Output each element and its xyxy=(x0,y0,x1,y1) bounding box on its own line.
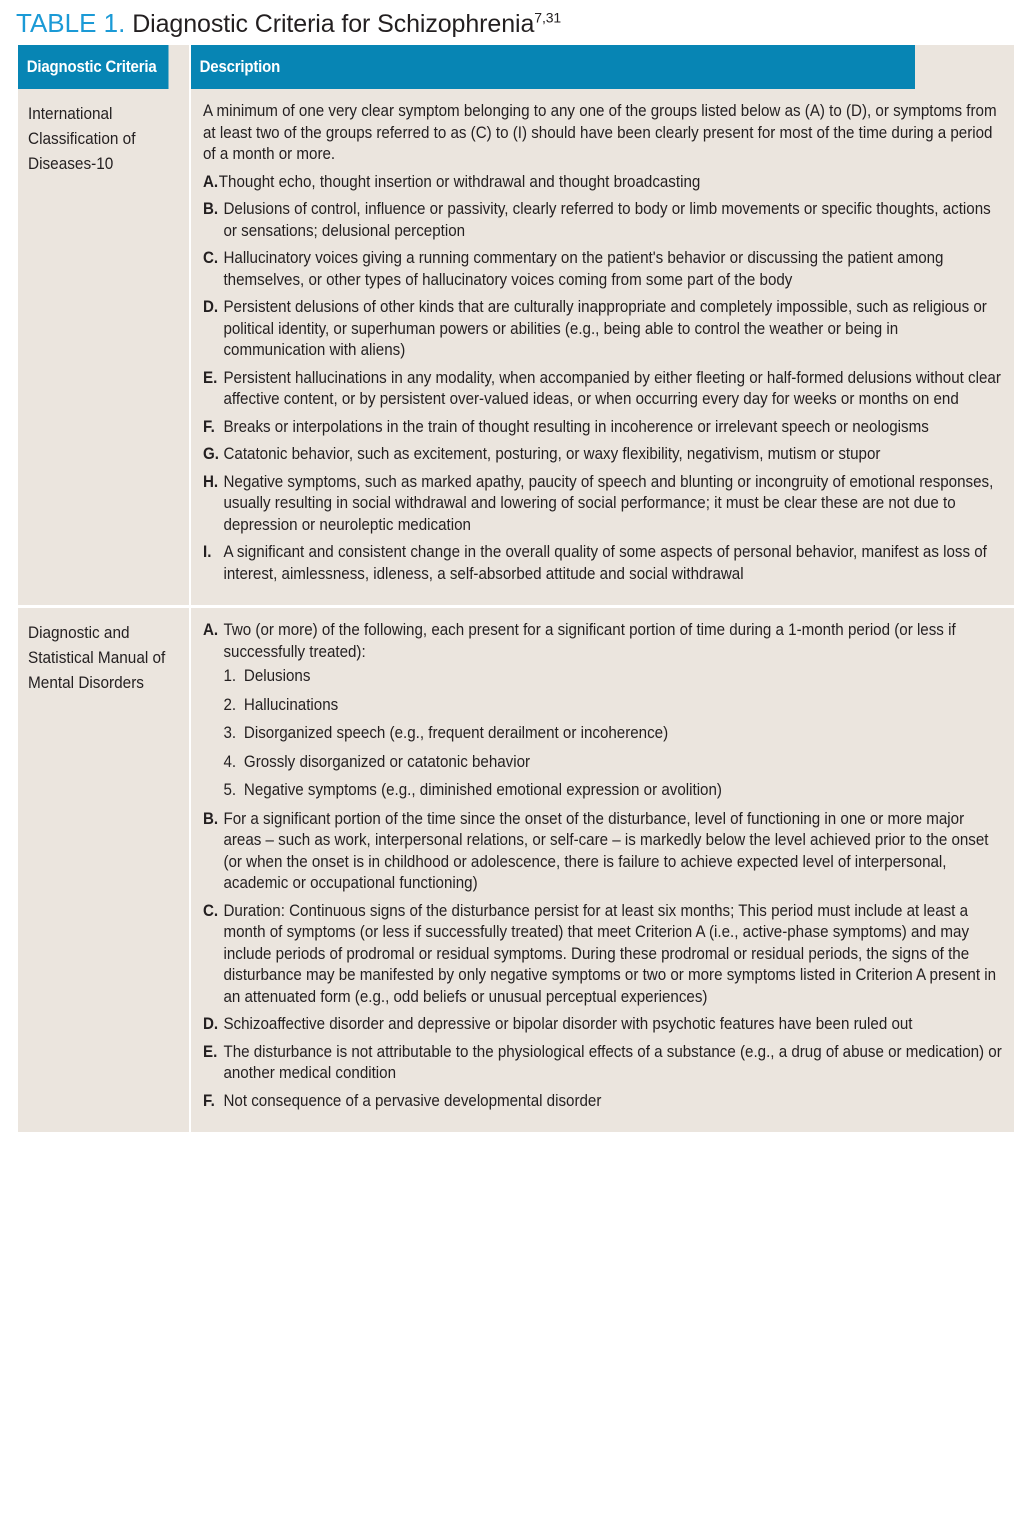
criteria-sub-item-marker: 4. xyxy=(223,752,237,771)
criteria-list-item xyxy=(203,620,1004,802)
table-body xyxy=(18,89,1014,1132)
criteria-item-list xyxy=(203,172,1004,586)
criteria-item-text: A significant and consistent change in the overall quality of some aspects of personal behavior, manifest as loss of interest, aimlessness, idleness, a self-absorbed attitude and social withdrawal xyxy=(223,543,987,583)
criteria-sub-list-item xyxy=(223,752,1003,774)
criteria-sub-item-text: Hallucinations xyxy=(243,695,339,714)
criteria-item-marker: G. xyxy=(203,445,219,463)
criteria-list-item xyxy=(203,297,1004,362)
criteria-item-marker: F. xyxy=(203,417,215,436)
criteria-item-text: Breaks or interpolations in the train of thought resulting in incoherence or irrelevant speech or neologisms xyxy=(223,417,929,436)
description-content xyxy=(203,101,1004,585)
criteria-list-item xyxy=(203,417,1004,439)
criteria-item-text: Not consequence of a pervasive developmental disorder xyxy=(223,1091,602,1110)
criteria-list-item xyxy=(203,1091,1004,1113)
table-row xyxy=(18,89,1014,607)
criteria-item-text: Two (or more) of the following, each present for a significant portion of time during a 1-month period (or less if successfully treated): xyxy=(223,621,956,661)
criteria-list-item xyxy=(203,1042,1004,1085)
title-superscript-references: 7,31 xyxy=(534,9,562,26)
criteria-sub-list-item xyxy=(223,695,1003,717)
criteria-sub-list-item xyxy=(223,723,1003,745)
criteria-item-marker: C. xyxy=(203,249,219,267)
criteria-item-text: For a significant portion of the time since the onset of the disturbance, level of functioning in one or more major areas – such as work, interpersonal relations, or self-care – is markedly below the level achieved prior to the onset (or when the onset is in childhood or adolescence, there is failure to achieve expected level of interpersonal, academic or occupational functioning) xyxy=(223,809,989,892)
criteria-item-marker: A. xyxy=(203,172,219,191)
diagnostic-criteria-table xyxy=(18,45,1014,1132)
criteria-sub-list-item xyxy=(223,780,1003,802)
criteria-name: International Classification of Diseases-10 xyxy=(28,105,136,173)
column-header-description: Description xyxy=(190,45,915,89)
criteria-item-text: Duration: Continuous signs of the disturbance persist for at least six months; This period must include at least a month of symptoms (or less if successfully treated) that meet Criterion A (i.e., active-phase symptoms) and may include periods of prodromal or residual symptoms. During these prodromal or residual periods, the signs of the disturbance may be manifested by only negative symptoms or two or more symptoms listed in Criterion A present in an attenuated form (e.g., odd beliefs or unusual perceptual experiences) xyxy=(223,901,997,1006)
criteria-item-marker: D. xyxy=(203,298,219,316)
criteria-list-item xyxy=(203,444,1004,466)
criteria-cell xyxy=(18,89,190,607)
description-intro: A minimum of one very clear symptom belonging to any one of the groups listed below as (A) to (D), or symptoms from at least two of the groups referred to as (C) to (I) should have been clearly present for most of the time during a period of a month or more. xyxy=(203,102,997,163)
criteria-item-marker: I. xyxy=(203,543,212,561)
criteria-sub-list xyxy=(223,666,1003,802)
criteria-item-text: Thought echo, thought insertion or withdrawal and thought broadcasting xyxy=(218,172,701,191)
criteria-item-marker: H. xyxy=(203,472,219,491)
criteria-sub-item-marker: 2. xyxy=(223,695,237,714)
criteria-item-text: Hallucinatory voices giving a running commentary on the patient's behavior or discussing the patient among themselves, or other types of hallucinatory voices coming from some part of the body xyxy=(223,249,944,289)
criteria-sub-item-marker: 5. xyxy=(223,781,237,799)
criteria-item-marker: F. xyxy=(203,1091,215,1110)
criteria-list-item xyxy=(203,901,1004,1009)
criteria-cell xyxy=(18,607,190,1133)
criteria-item-text: Negative symptoms, such as marked apathy, paucity of speech and blunting or incongruity of emotional responses, usually resulting in social withdrawal and lowering of social performance; it must be clear these are not due to depression or neuroleptic medication xyxy=(223,472,994,534)
table-title-text: Diagnostic Criteria for Schizophrenia xyxy=(132,10,535,38)
criteria-item-marker: B. xyxy=(203,200,219,218)
criteria-list-item xyxy=(203,248,1004,291)
criteria-item-text: Persistent delusions of other kinds that are culturally inappropriate and completely impossible, such as religious or political identity, or superhuman powers or abilities (e.g., being able to control the weather or being in communication with aliens) xyxy=(223,298,987,359)
criteria-sub-item-text: Negative symptoms (e.g., diminished emotional expression or avolition) xyxy=(243,781,722,799)
criteria-sub-item-text: Delusions xyxy=(243,667,311,685)
criteria-list-item xyxy=(203,472,1004,537)
criteria-item-text: The disturbance is not attributable to the physiological effects of a substance (e.g., a drug of abuse or medication) or another medical condition xyxy=(223,1042,1002,1082)
criteria-sub-item-text: Grossly disorganized or catatonic behavior xyxy=(243,752,531,771)
criteria-sub-item-text: Disorganized speech (e.g., frequent derailment or incoherence) xyxy=(243,724,669,742)
criteria-item-text: Delusions of control, influence or passivity, clearly referred to body or limb movements or specific thoughts, actions or sensations; delusional perception xyxy=(223,200,991,240)
table-header xyxy=(18,45,1014,89)
criteria-list-item xyxy=(203,172,1004,194)
table-number-label: TABLE 1. xyxy=(16,8,126,38)
criteria-sub-item-marker: 1. xyxy=(223,667,237,685)
description-content xyxy=(203,620,1004,1112)
description-cell xyxy=(190,607,1014,1133)
criteria-item-text: Persistent hallucinations in any modality, when accompanied by either fleeting or half-formed delusions without clear affective content, or by persistent over-valued ideas, or when occurring every day for weeks or months on end xyxy=(223,368,1001,408)
description-cell xyxy=(190,89,1014,607)
table-header-row xyxy=(18,45,1014,89)
criteria-list-item xyxy=(203,368,1004,411)
criteria-item-marker: D. xyxy=(203,1015,219,1033)
table-row xyxy=(18,607,1014,1133)
criteria-list-item xyxy=(203,199,1004,242)
criteria-item-marker: B. xyxy=(203,809,219,828)
criteria-sub-item-marker: 3. xyxy=(223,724,237,742)
criteria-item-marker: E. xyxy=(203,368,218,387)
column-header-diagnostic-criteria: Diagnostic Criteria xyxy=(18,45,169,89)
criteria-name: Diagnostic and Statistical Manual of Mental Disorders xyxy=(28,624,166,692)
page-title xyxy=(0,0,1030,45)
criteria-sub-list-item xyxy=(223,666,1003,688)
criteria-item-marker: C. xyxy=(203,901,219,920)
criteria-item-marker: E. xyxy=(203,1042,218,1061)
criteria-item-text: Schizoaffective disorder and depressive or bipolar disorder with psychotic features have been ruled out xyxy=(223,1015,913,1033)
criteria-item-marker: A. xyxy=(203,621,219,639)
criteria-list-item xyxy=(203,542,1004,585)
criteria-list-item xyxy=(203,1014,1004,1036)
criteria-item-text: Catatonic behavior, such as excitement, posturing, or waxy flexibility, negativism, mutism or stupor xyxy=(223,445,881,463)
criteria-list-item xyxy=(203,809,1004,895)
criteria-item-list xyxy=(203,620,1004,1112)
